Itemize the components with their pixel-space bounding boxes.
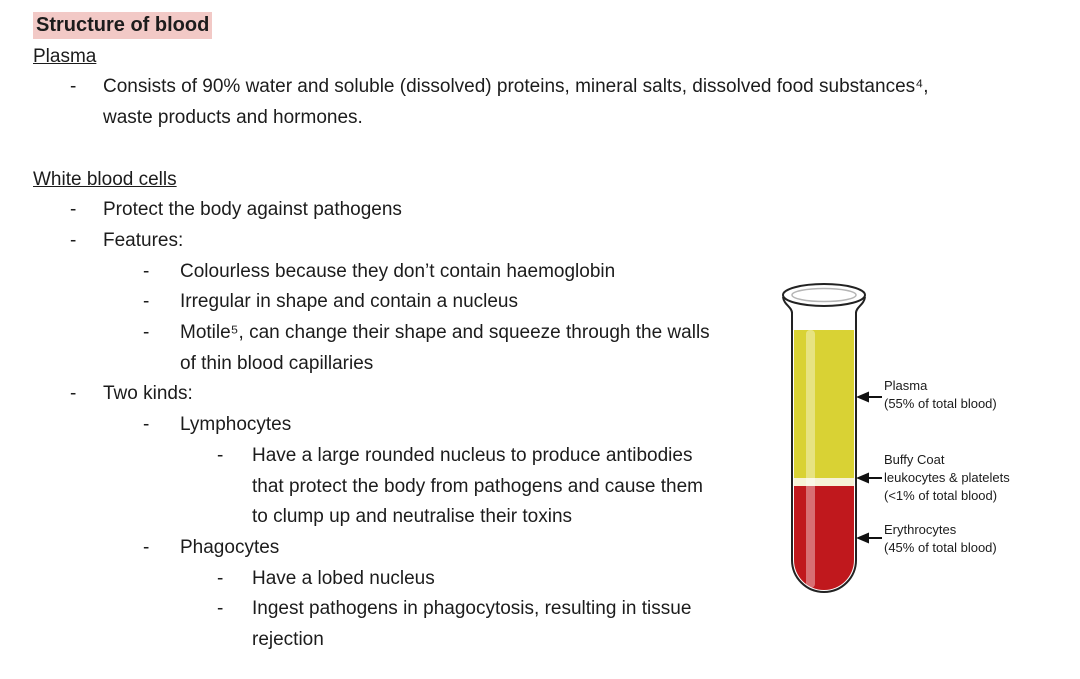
- label-line: Erythrocytes: [884, 522, 957, 537]
- bullet-dash-icon: [70, 72, 103, 133]
- erythrocytes-label: [884, 521, 1079, 557]
- bullet-line: Features:: [103, 229, 184, 251]
- erythrocyte-layer: [794, 486, 854, 598]
- bullet-line: rejection: [252, 629, 324, 651]
- bullet-line: Consists of 90% water and soluble (dissolved) proteins, mineral salts, dissolved food substances⁴,: [103, 76, 929, 98]
- bullet-dash-icon: [70, 226, 103, 257]
- bullet-line: Two kinds:: [103, 383, 193, 405]
- heading-white-blood-cells: White blood cells: [33, 168, 177, 190]
- bullet-line: to clump up and neutralise their toxins: [252, 506, 573, 528]
- bullet-line: Phagocytes: [180, 536, 280, 558]
- label-line: leukocytes & platelets: [884, 470, 1010, 485]
- label-line: Plasma: [884, 378, 928, 393]
- glass-highlight: [806, 330, 815, 588]
- bullet-dash-icon: [143, 533, 180, 564]
- bullet-line: Protect the body against pathogens: [103, 199, 402, 221]
- buffy-coat-label: [884, 451, 1079, 505]
- page-title: Structure of blood: [33, 12, 212, 39]
- tube-rim-inner: [792, 289, 856, 302]
- bullet-item: [70, 195, 1043, 226]
- bullet-dash-icon: [217, 564, 252, 595]
- page-title-line: [33, 11, 1043, 42]
- bullet-dash-icon: [143, 410, 180, 441]
- plasma-label: [884, 377, 1079, 413]
- bullet-dash-icon: [143, 318, 180, 379]
- plasma-layer: [794, 330, 854, 478]
- bullet-dash-icon: [143, 257, 180, 288]
- bullet-line: Ingest pathogens in phagocytosis, resulting in tissue: [252, 598, 692, 620]
- bullet-item: [70, 226, 1043, 257]
- label-line: (55% of total blood): [884, 396, 997, 411]
- bullet-line: Colourless because they don’t contain haemoglobin: [180, 260, 616, 282]
- test-tube-illustration: [770, 272, 1080, 617]
- buffy-coat-layer: [794, 478, 854, 486]
- bullet-line: Have a large rounded nucleus to produce antibodies: [252, 444, 693, 466]
- bullet-line: Motile⁵, can change their shape and squeeze through the walls: [180, 322, 710, 344]
- erythrocytes-arrow-icon: [856, 533, 882, 544]
- bullet-line: of thin blood capillaries: [180, 352, 374, 374]
- bullet-dash-icon: [143, 287, 180, 318]
- label-line: (<1% of total blood): [884, 488, 998, 503]
- plasma-arrow-icon: [856, 392, 882, 403]
- label-line: Buffy Coat: [884, 452, 945, 467]
- bullet-line: Irregular in shape and contain a nucleus: [180, 291, 519, 313]
- bullet-dash-icon: [70, 379, 103, 410]
- bullet-line: that protect the body from pathogens and cause them: [252, 475, 704, 497]
- bullet-dash-icon: [217, 594, 252, 655]
- buffy-coat-arrow-icon: [856, 473, 882, 484]
- blank-line: [33, 134, 1043, 165]
- bullet-line: waste products and hormones.: [103, 107, 363, 129]
- bullet-dash-icon: [217, 441, 252, 533]
- bullet-line: Lymphocytes: [180, 414, 292, 436]
- bullet-line: Have a lobed nucleus: [252, 567, 435, 589]
- label-line: (45% of total blood): [884, 540, 997, 555]
- bullet-item: [70, 72, 1043, 133]
- heading-plasma: Plasma: [33, 45, 97, 67]
- bullet-dash-icon: [70, 195, 103, 226]
- blood-composition-diagram: [770, 272, 1080, 617]
